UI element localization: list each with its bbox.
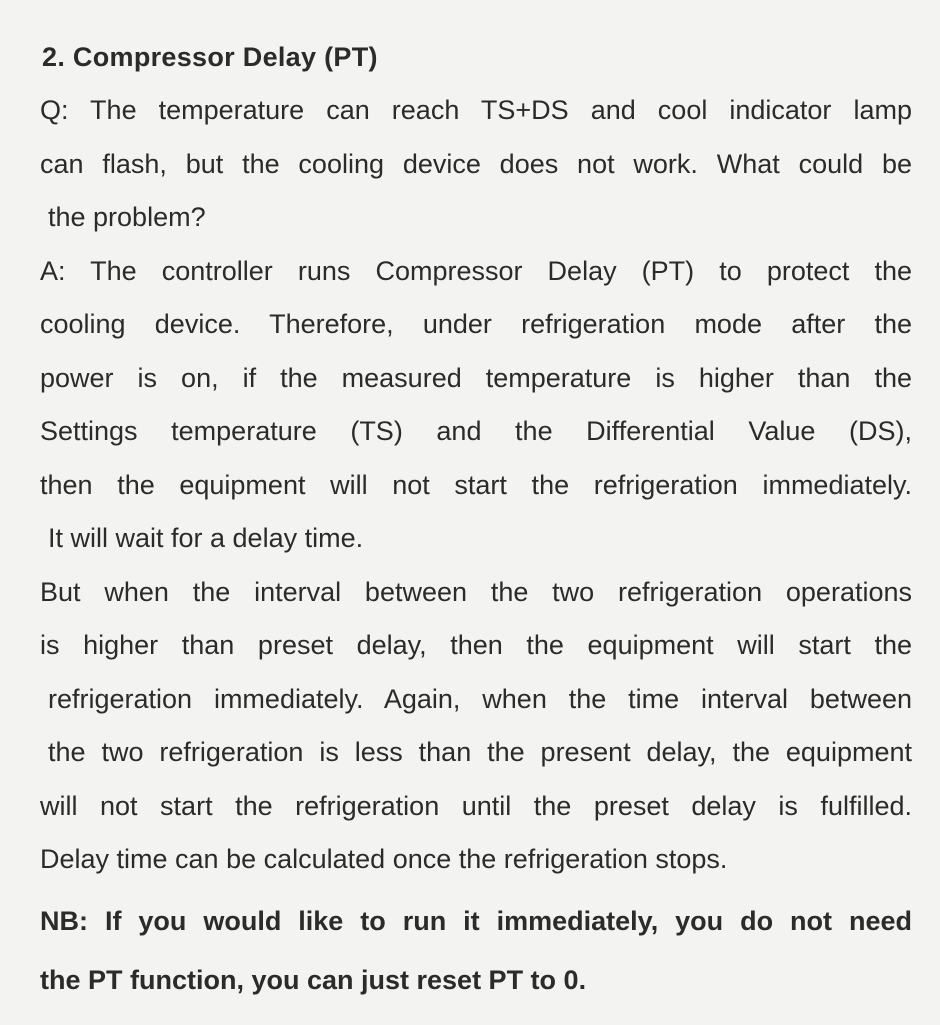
paragraph-block — [40, 566, 914, 887]
paragraph-line: the two refrigeration is less than the present delay, the equipment — [48, 737, 912, 767]
paragraph-line: refrigeration immediately. Again, when the time interval between — [48, 683, 912, 714]
note-line: the PT function, you can just reset PT to 0. — [40, 964, 587, 995]
note-line: NB: If you would like to run it immediately, you do not need — [40, 905, 912, 936]
paragraph-line: is higher than preset delay, then the equipment will start the — [40, 630, 912, 660]
section-heading: 2. Compressor Delay (PT) — [42, 42, 378, 72]
note-block — [40, 897, 914, 1005]
paragraph-line: Delay time can be calculated once the refrigeration stops. — [40, 844, 728, 874]
answer-line: A: The controller runs Compressor Delay (PT) to protect the — [40, 255, 912, 286]
question-line: the problem? — [48, 202, 206, 232]
paragraph-line: But when the interval between the two refrigeration operations — [40, 576, 912, 607]
answer-line: cooling device. Therefore, under refrigeration mode after the — [40, 309, 912, 339]
question-line: Q: The temperature can reach TS+DS and cool indicator lamp — [40, 95, 912, 125]
answer-line: then the equipment will not start the refrigeration immediately. — [40, 469, 912, 500]
paragraph-line: will not start the refrigeration until the preset delay is fulfilled. — [40, 790, 912, 821]
answer-line: It will wait for a delay time. — [48, 523, 364, 553]
answer-line: power is on, if the measured temperature is higher than the — [40, 362, 912, 393]
question-line: can flash, but the cooling device does not work. What could be — [40, 148, 912, 179]
question-block — [40, 84, 914, 245]
answer-line: Settings temperature (TS) and the Differential Value (DS), — [40, 416, 912, 446]
answer-block — [40, 245, 914, 566]
